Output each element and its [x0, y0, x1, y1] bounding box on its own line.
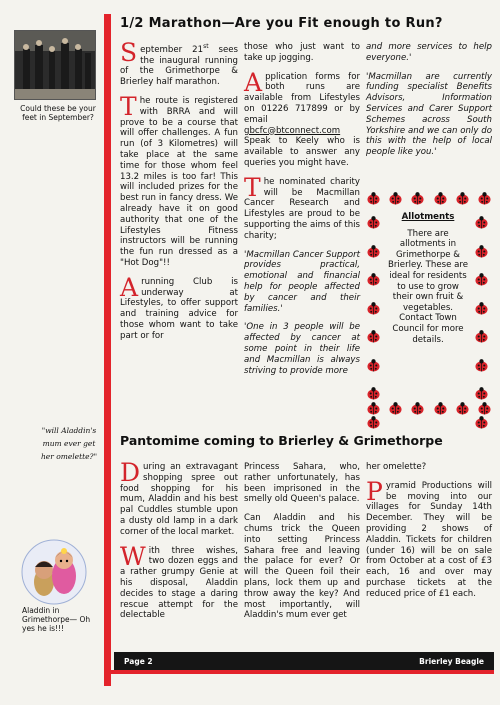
- pantomime-column-3: [366, 462, 492, 608]
- ladybug-icon: [455, 190, 470, 209]
- marathon-column-2: [244, 42, 360, 384]
- ladybug-icon: [366, 243, 382, 262]
- charity-quote: 'Macmillan Cancer Support provides practical, emotional and financial help for people affected by cancer and their families.': [244, 249, 360, 314]
- accent-bar-bottom: [104, 670, 494, 674]
- ladybug-column-right: [474, 214, 490, 442]
- paragraph: Can Aladdin and his chums trick the Queen into setting Princess Sahara free and leaving the palace for ever? Or will the Queen foil their plans, lock them up and throw away the key? And most importantly, will Aladdin's mum ever get: [244, 513, 360, 621]
- ladybug-icon: [474, 271, 490, 290]
- paragraph: Pyramid Productions will be moving into our villages for Sunday 14th December. They will be providing 2 shows of Aladdin. Tickets for children (under 16) will be on sale from October at a cost of £3 each, 16 and over may purchase tickets at the reduced price of £1 each.: [366, 476, 492, 599]
- ladybug-icon: [366, 414, 382, 433]
- page-number: Page 2: [124, 657, 153, 666]
- allotments-box: [386, 212, 470, 345]
- ladybug-icon: [433, 400, 448, 419]
- ladybug-icon: [455, 400, 470, 419]
- article-title-pantomime: Pantomime coming to Brierley & Grimethorpe: [120, 433, 443, 448]
- publication-name: Brierley Beagle: [419, 657, 484, 666]
- ladybug-icon: [474, 385, 490, 404]
- ladybug-icon: [474, 357, 490, 376]
- ladybug-icon: [474, 414, 490, 433]
- paragraph: The nominated charity will be Macmillan Cancer Research and Lifestyles are proud to be supporting the aims of this charity;: [244, 172, 360, 241]
- ladybug-icon: [474, 243, 490, 262]
- paragraph: With three wishes, two dozen eggs and a rather grumpy Genie at his disposal, Aladdin decides to stage a daring rescue attempt for the delectable: [120, 541, 238, 621]
- ladybug-icon: [388, 190, 403, 209]
- paragraph: Princess Sahara, who, rather unfortunately, has been imprisoned in the smelly old Queen's palace.: [244, 462, 360, 505]
- paragraph: her omelette?: [366, 462, 427, 472]
- pantomime-column-1: [120, 458, 238, 629]
- paragraph: September 21st sees the inaugural running of the Grimethorpe & Brierley half marathon.: [120, 38, 239, 88]
- runners-image: [15, 31, 95, 99]
- ladybug-icon: [474, 300, 490, 319]
- paragraph: The route is registered with BRRA and will prove to be a course that will offer challenges. A fun run (of 3 Kilometres) will take place at the same time for those whom feel 13.2 miles is too far! This will included prizes for the best run in fancy dress. We already have it on good authority that one of the Lifestyles Fitness instructors will be running the fun run dressed as a "Hot Dog"!!: [120, 92, 238, 268]
- ladybug-icon: [366, 190, 381, 209]
- paragraph: and more services to help everyone.': [366, 42, 492, 63]
- ladybug-icon: [366, 328, 382, 347]
- aladdin-cartoon: [18, 534, 90, 606]
- allotments-title: Allotments: [401, 212, 455, 222]
- ladybug-icon: [366, 271, 382, 290]
- cartoon-caption: Aladdin in Grimethorpe— Oh yes he is!!!: [22, 606, 91, 633]
- sidebar: [0, 0, 104, 705]
- accent-bar: [104, 14, 111, 686]
- paragraph: those who just want to take up jogging.: [244, 42, 360, 63]
- runners-photo: [14, 30, 96, 100]
- ladybug-icon: [366, 385, 382, 404]
- ladybug-icon: [474, 328, 490, 347]
- charity-quote: 'One in 3 people will be affected by cancer at some point in their life and Macmillan is always striving to provide more: [244, 322, 360, 376]
- ladybug-column-left: [366, 214, 382, 442]
- page-footer: [114, 652, 494, 670]
- paragraph: A running Club is underway at Lifestyles, to offer support and training advice for those whom want to take part or for: [120, 272, 238, 341]
- ladybug-icon: [474, 214, 490, 233]
- paragraph: During an extravagant shopping spree out food shopping for his mum, Aladdin and his best pal Cuddles stumble upon a dusty old lamp in a dark corner of the local market.: [120, 458, 238, 537]
- ladybug-icon: [410, 400, 425, 419]
- allotments-body: There are allotments in Grimethorpe & Brierley. These are ideal for residents to use to grow their own fruit & vegetables. Contact Town Council for more details.: [387, 228, 468, 345]
- ladybug-icon: [477, 190, 492, 209]
- charity-quote: 'Macmillan are currently funding specialist Benefits Advisors, Information Services and Carer Support Schemes across South Yorkshire and we can only do this with the help of local people like you.': [366, 71, 492, 158]
- pull-quote: "will Aladdin's mum ever get her omelette?": [40, 426, 98, 461]
- photo-caption: Could these be your feet in September?: [20, 104, 96, 122]
- paragraph: Application forms for both runs are available from Lifestyles on 01226 717899 or by email gbcfc@btconnect.com Speak to Keely who is available to answer any queries you might have.: [244, 67, 360, 168]
- marathon-column-1: [120, 38, 239, 350]
- ladybug-icon: [366, 357, 382, 376]
- ladybug-icon: [410, 190, 425, 209]
- ladybug-icon: [366, 300, 382, 319]
- article-title-marathon: 1/2 Marathon—Are you Fit enough to Run?: [120, 16, 443, 31]
- ladybug-row-top: [366, 190, 492, 209]
- email-link[interactable]: gbcfc@btconnect.com: [244, 125, 341, 136]
- ladybug-icon: [433, 190, 448, 209]
- ladybug-icon: [366, 214, 382, 233]
- pantomime-column-2: [244, 462, 360, 629]
- marathon-column-3: [366, 42, 492, 166]
- ladybug-icon: [388, 400, 403, 419]
